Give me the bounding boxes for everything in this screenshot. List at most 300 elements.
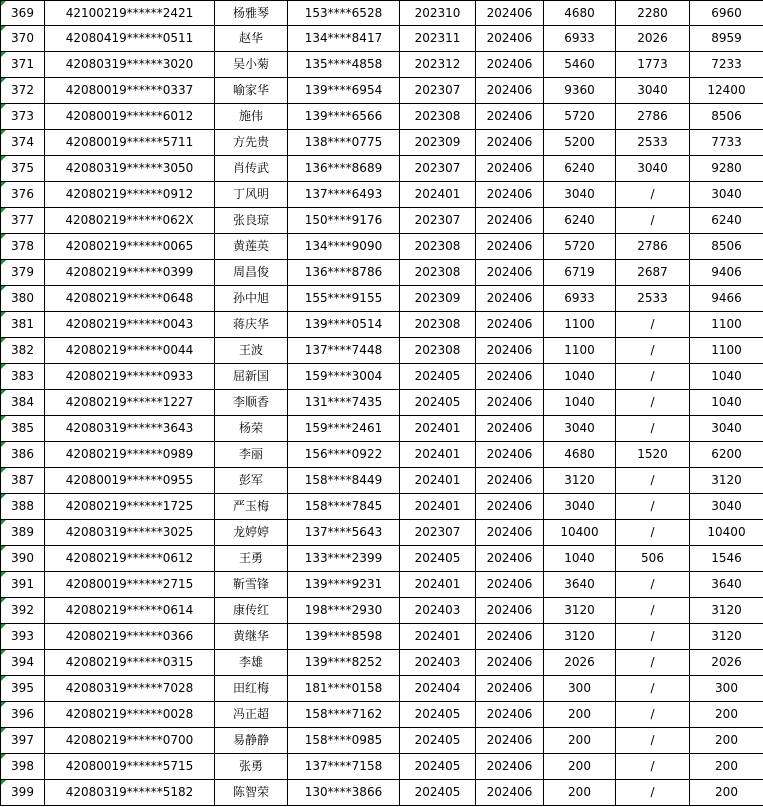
cell-amount-a[interactable]: 5200 [544,130,616,156]
cell-phone[interactable]: 139****0514 [288,312,400,338]
cell-amount-a[interactable]: 1100 [544,312,616,338]
cell-total[interactable]: 1100 [690,338,763,364]
cell-phone[interactable]: 137****7448 [288,338,400,364]
cell-start-month[interactable]: 202308 [400,338,476,364]
cell-row-number[interactable]: 382 [1,338,45,364]
cell-start-month[interactable]: 202405 [400,754,476,780]
cell-amount-b[interactable]: / [616,390,690,416]
cell-phone[interactable]: 158****0985 [288,728,400,754]
cell-total[interactable]: 6200 [690,442,763,468]
cell-total[interactable]: 1546 [690,546,763,572]
cell-name[interactable]: 康传红 [215,598,288,624]
cell-amount-a[interactable]: 3040 [544,416,616,442]
cell-amount-a[interactable]: 5460 [544,52,616,78]
table-row [1,520,763,546]
cell-row-number[interactable]: 397 [1,728,45,754]
table-row [1,728,763,754]
cell-amount-a[interactable]: 6719 [544,260,616,286]
cell-name[interactable]: 冯正超 [215,702,288,728]
cell-phone[interactable]: 130****3866 [288,780,400,806]
cell-name[interactable]: 田红梅 [215,676,288,702]
cell-id-number[interactable]: 42080019******5711 [45,130,215,156]
cell-row-number[interactable]: 386 [1,442,45,468]
cell-name[interactable]: 杨荣 [215,416,288,442]
cell-total[interactable]: 2026 [690,650,763,676]
cell-name[interactable]: 李丽 [215,442,288,468]
cell-phone[interactable]: 136****8786 [288,260,400,286]
cell-row-number[interactable]: 381 [1,312,45,338]
cell-name[interactable]: 王波 [215,338,288,364]
cell-row-number[interactable]: 389 [1,520,45,546]
cell-start-month[interactable]: 202308 [400,312,476,338]
table-row [1,416,763,442]
cell-total[interactable]: 1100 [690,312,763,338]
cell-id-number[interactable]: 42080219******0648 [45,286,215,312]
cell-amount-b[interactable]: 2280 [616,1,690,26]
cell-amount-a[interactable]: 3040 [544,494,616,520]
table-row [1,78,763,104]
cell-end-month[interactable]: 202406 [476,676,544,702]
cell-id-number[interactable]: 42080219******0028 [45,702,215,728]
cell-start-month[interactable]: 202401 [400,182,476,208]
table-row [1,390,763,416]
table-row [1,104,763,130]
cell-amount-b[interactable]: 2786 [616,234,690,260]
cell-end-month[interactable]: 202406 [476,286,544,312]
cell-row-number[interactable]: 374 [1,130,45,156]
cell-id-number[interactable]: 42080019******2715 [45,572,215,598]
cell-total[interactable]: 1040 [690,364,763,390]
cell-id-number[interactable]: 42080219******1725 [45,494,215,520]
cell-name[interactable]: 赵华 [215,26,288,52]
cell-start-month[interactable]: 202403 [400,598,476,624]
cell-id-number[interactable]: 42080219******0044 [45,338,215,364]
cell-row-number[interactable]: 384 [1,390,45,416]
cell-amount-b[interactable]: / [616,650,690,676]
cell-start-month[interactable]: 202309 [400,130,476,156]
cell-end-month[interactable]: 202406 [476,182,544,208]
cell-amount-a[interactable]: 2026 [544,650,616,676]
cell-amount-b[interactable]: 506 [616,546,690,572]
cell-start-month[interactable]: 202405 [400,364,476,390]
cell-phone[interactable]: 155****9155 [288,286,400,312]
cell-phone[interactable]: 134****9090 [288,234,400,260]
cell-phone[interactable]: 181****0158 [288,676,400,702]
cell-start-month[interactable]: 202312 [400,52,476,78]
cell-total[interactable]: 3120 [690,598,763,624]
cell-name[interactable]: 屈新国 [215,364,288,390]
cell-amount-b[interactable]: 2786 [616,104,690,130]
cell-amount-b[interactable]: / [616,494,690,520]
cell-end-month[interactable]: 202406 [476,624,544,650]
cell-id-number[interactable]: 42080219******0043 [45,312,215,338]
cell-total[interactable]: 300 [690,676,763,702]
cell-amount-b[interactable]: 1773 [616,52,690,78]
cell-phone[interactable]: 158****7162 [288,702,400,728]
table-row [1,312,763,338]
cell-id-number[interactable]: 42080019******0337 [45,78,215,104]
cell-id-number[interactable]: 42080219******0315 [45,650,215,676]
cell-name[interactable]: 李雄 [215,650,288,676]
cell-end-month[interactable]: 202406 [476,52,544,78]
cell-total[interactable]: 200 [690,780,763,806]
cell-row-number[interactable]: 395 [1,676,45,702]
cell-amount-b[interactable]: / [616,364,690,390]
cell-amount-a[interactable]: 10400 [544,520,616,546]
cell-end-month[interactable]: 202406 [476,26,544,52]
cell-amount-b[interactable]: 1520 [616,442,690,468]
cell-total[interactable]: 3120 [690,468,763,494]
cell-amount-a[interactable]: 3120 [544,468,616,494]
cell-row-number[interactable]: 394 [1,650,45,676]
cell-name[interactable]: 黄莲英 [215,234,288,260]
cell-row-number[interactable]: 393 [1,624,45,650]
cell-start-month[interactable]: 202405 [400,546,476,572]
cell-name[interactable]: 吴小菊 [215,52,288,78]
cell-end-month[interactable]: 202406 [476,312,544,338]
cell-start-month[interactable]: 202405 [400,728,476,754]
cell-name[interactable]: 黄继华 [215,624,288,650]
cell-amount-a[interactable]: 200 [544,780,616,806]
cell-amount-b[interactable]: 2533 [616,130,690,156]
cell-phone[interactable]: 159****3004 [288,364,400,390]
cell-amount-a[interactable]: 5720 [544,104,616,130]
cell-row-number[interactable]: 376 [1,182,45,208]
cell-id-number[interactable]: 42100219******2421 [45,1,215,26]
cell-end-month[interactable]: 202406 [476,468,544,494]
cell-start-month[interactable]: 202308 [400,104,476,130]
cell-name[interactable]: 王勇 [215,546,288,572]
cell-end-month[interactable]: 202406 [476,364,544,390]
cell-amount-b[interactable]: / [616,416,690,442]
cell-start-month[interactable]: 202307 [400,208,476,234]
cell-phone[interactable]: 158****8449 [288,468,400,494]
cell-id-number[interactable]: 42080419******0511 [45,26,215,52]
cell-phone[interactable]: 137****5643 [288,520,400,546]
cell-end-month[interactable]: 202406 [476,130,544,156]
cell-amount-a[interactable]: 6933 [544,26,616,52]
cell-total[interactable]: 6960 [690,1,763,26]
cell-name[interactable]: 龙婷婷 [215,520,288,546]
cell-total[interactable]: 3040 [690,182,763,208]
cell-total[interactable]: 3040 [690,416,763,442]
cell-phone[interactable]: 150****9176 [288,208,400,234]
cell-end-month[interactable]: 202406 [476,494,544,520]
cell-total[interactable]: 7233 [690,52,763,78]
cell-phone[interactable]: 139****6954 [288,78,400,104]
cell-end-month[interactable]: 202406 [476,260,544,286]
cell-phone[interactable]: 156****0922 [288,442,400,468]
table-row [1,130,763,156]
cell-amount-a[interactable]: 1040 [544,390,616,416]
cell-id-number[interactable]: 42080219******0933 [45,364,215,390]
cell-phone[interactable]: 138****0775 [288,130,400,156]
cell-amount-b[interactable]: / [616,520,690,546]
cell-row-number[interactable]: 391 [1,572,45,598]
table-row [1,156,763,182]
cell-phone[interactable]: 137****7158 [288,754,400,780]
cell-id-number[interactable]: 42080219******0065 [45,234,215,260]
cell-end-month[interactable]: 202406 [476,598,544,624]
table-row [1,338,763,364]
cell-start-month[interactable]: 202311 [400,26,476,52]
cell-phone[interactable]: 139****9231 [288,572,400,598]
cell-amount-b[interactable]: / [616,208,690,234]
cell-amount-b[interactable]: / [616,728,690,754]
cell-row-number[interactable]: 392 [1,598,45,624]
table-row [1,26,763,52]
cell-id-number[interactable]: 42080319******3020 [45,52,215,78]
cell-name[interactable]: 靳雪锋 [215,572,288,598]
cell-name[interactable]: 陈智荣 [215,780,288,806]
cell-id-number[interactable]: 42080319******7028 [45,676,215,702]
cell-start-month[interactable]: 202307 [400,156,476,182]
table-row [1,182,763,208]
cell-name[interactable]: 张勇 [215,754,288,780]
cell-end-month[interactable]: 202406 [476,780,544,806]
cell-end-month[interactable]: 202406 [476,390,544,416]
cell-amount-a[interactable]: 3120 [544,598,616,624]
cell-end-month[interactable]: 202406 [476,1,544,26]
cell-phone[interactable]: 133****2399 [288,546,400,572]
cell-amount-a[interactable]: 1040 [544,364,616,390]
cell-id-number[interactable]: 42080219******0700 [45,728,215,754]
cell-id-number[interactable]: 42080019******0955 [45,468,215,494]
cell-amount-b[interactable]: / [616,624,690,650]
cell-total[interactable]: 12400 [690,78,763,104]
cell-amount-a[interactable]: 6240 [544,156,616,182]
cell-row-number[interactable]: 385 [1,416,45,442]
cell-amount-a[interactable]: 5720 [544,234,616,260]
cell-total[interactable]: 6240 [690,208,763,234]
cell-end-month[interactable]: 202406 [476,728,544,754]
cell-row-number[interactable]: 372 [1,78,45,104]
cell-row-number[interactable]: 383 [1,364,45,390]
cell-phone[interactable]: 158****7845 [288,494,400,520]
cell-total[interactable]: 10400 [690,520,763,546]
cell-end-month[interactable]: 202406 [476,104,544,130]
cell-id-number[interactable]: 42080219******062X [45,208,215,234]
cell-name[interactable]: 方先贵 [215,130,288,156]
table-row [1,468,763,494]
cell-end-month[interactable]: 202406 [476,78,544,104]
cell-start-month[interactable]: 202401 [400,494,476,520]
cell-amount-a[interactable]: 4680 [544,1,616,26]
cell-row-number[interactable]: 399 [1,780,45,806]
cell-amount-b[interactable]: / [616,780,690,806]
table-row [1,208,763,234]
cell-total[interactable]: 3640 [690,572,763,598]
cell-total[interactable]: 9406 [690,260,763,286]
cell-id-number[interactable]: 42080319******3025 [45,520,215,546]
cell-id-number[interactable]: 42080019******6012 [45,104,215,130]
table-row [1,286,763,312]
cell-row-number[interactable]: 375 [1,156,45,182]
cell-total[interactable]: 8506 [690,104,763,130]
cell-phone[interactable]: 137****6493 [288,182,400,208]
cell-row-number[interactable]: 373 [1,104,45,130]
cell-id-number[interactable]: 42080219******0612 [45,546,215,572]
cell-amount-b[interactable]: / [616,676,690,702]
cell-start-month[interactable]: 202308 [400,260,476,286]
cell-end-month[interactable]: 202406 [476,520,544,546]
cell-start-month[interactable]: 202401 [400,442,476,468]
cell-start-month[interactable]: 202310 [400,1,476,26]
cell-amount-a[interactable]: 3640 [544,572,616,598]
cell-amount-a[interactable]: 1040 [544,546,616,572]
cell-id-number[interactable]: 42080219******0366 [45,624,215,650]
cell-name[interactable]: 丁风明 [215,182,288,208]
cell-id-number[interactable]: 42080319******5182 [45,780,215,806]
cell-total[interactable]: 7733 [690,130,763,156]
cell-amount-b[interactable]: / [616,468,690,494]
cell-row-number[interactable]: 388 [1,494,45,520]
cell-phone[interactable]: 139****6566 [288,104,400,130]
cell-end-month[interactable]: 202406 [476,208,544,234]
cell-end-month[interactable]: 202406 [476,416,544,442]
cell-start-month[interactable]: 202309 [400,286,476,312]
cell-phone[interactable]: 131****7435 [288,390,400,416]
cell-id-number[interactable]: 42080319******3050 [45,156,215,182]
cell-start-month[interactable]: 202405 [400,390,476,416]
table-row [1,1,763,26]
cell-total[interactable]: 200 [690,754,763,780]
cell-id-number[interactable]: 42080219******0399 [45,260,215,286]
cell-row-number[interactable]: 369 [1,1,45,26]
cell-amount-b[interactable]: / [616,312,690,338]
cell-amount-b[interactable]: 2687 [616,260,690,286]
table-row [1,676,763,702]
cell-name[interactable]: 喻家华 [215,78,288,104]
cell-amount-a[interactable]: 3040 [544,182,616,208]
cell-end-month[interactable]: 202406 [476,702,544,728]
cell-row-number[interactable]: 370 [1,26,45,52]
cell-phone[interactable]: 153****6528 [288,1,400,26]
cell-end-month[interactable]: 202406 [476,442,544,468]
cell-id-number[interactable]: 42080219******0989 [45,442,215,468]
cell-start-month[interactable]: 202401 [400,624,476,650]
cell-amount-b[interactable]: / [616,572,690,598]
cell-amount-b[interactable]: / [616,598,690,624]
cell-amount-a[interactable]: 200 [544,702,616,728]
cell-name[interactable]: 蒋庆华 [215,312,288,338]
cell-start-month[interactable]: 202307 [400,520,476,546]
cell-amount-a[interactable]: 6933 [544,286,616,312]
cell-row-number[interactable]: 371 [1,52,45,78]
cell-id-number[interactable]: 42080219******0614 [45,598,215,624]
cell-start-month[interactable]: 202308 [400,234,476,260]
cell-name[interactable]: 周昌俊 [215,260,288,286]
cell-phone[interactable]: 139****8598 [288,624,400,650]
cell-start-month[interactable]: 202405 [400,702,476,728]
cell-phone[interactable]: 139****8252 [288,650,400,676]
cell-amount-a[interactable]: 300 [544,676,616,702]
cell-total[interactable]: 1040 [690,390,763,416]
cell-id-number[interactable]: 42080319******3643 [45,416,215,442]
cell-row-number[interactable]: 396 [1,702,45,728]
cell-amount-b[interactable]: / [616,338,690,364]
cell-start-month[interactable]: 202401 [400,416,476,442]
cell-amount-a[interactable]: 1100 [544,338,616,364]
cell-name[interactable]: 李顺香 [215,390,288,416]
cell-name[interactable]: 杨雅琴 [215,1,288,26]
cell-row-number[interactable]: 387 [1,468,45,494]
cell-total[interactable]: 3040 [690,494,763,520]
cell-amount-b[interactable]: / [616,702,690,728]
cell-amount-b[interactable]: 2026 [616,26,690,52]
cell-start-month[interactable]: 202404 [400,676,476,702]
cell-amount-b[interactable]: / [616,754,690,780]
cell-name[interactable]: 张良琼 [215,208,288,234]
cell-total[interactable]: 9466 [690,286,763,312]
cell-phone[interactable]: 159****2461 [288,416,400,442]
cell-row-number[interactable]: 380 [1,286,45,312]
cell-total[interactable]: 3120 [690,624,763,650]
cell-start-month[interactable]: 202403 [400,650,476,676]
cell-total[interactable]: 8959 [690,26,763,52]
cell-id-number[interactable]: 42080219******0912 [45,182,215,208]
cell-name[interactable]: 严玉梅 [215,494,288,520]
cell-start-month[interactable]: 202401 [400,468,476,494]
cell-id-number[interactable]: 42080219******1227 [45,390,215,416]
cell-phone[interactable]: 136****8689 [288,156,400,182]
table-row [1,364,763,390]
table-row [1,546,763,572]
cell-name[interactable]: 孙中旭 [215,286,288,312]
cell-name[interactable]: 易静静 [215,728,288,754]
cell-total[interactable]: 9280 [690,156,763,182]
cell-amount-b[interactable]: 3040 [616,156,690,182]
cell-id-number[interactable]: 42080019******5715 [45,754,215,780]
cell-amount-b[interactable]: / [616,182,690,208]
cell-phone[interactable]: 134****8417 [288,26,400,52]
cell-amount-a[interactable]: 9360 [544,78,616,104]
cell-amount-a[interactable]: 200 [544,728,616,754]
cell-name[interactable]: 施伟 [215,104,288,130]
cell-amount-a[interactable]: 200 [544,754,616,780]
cell-amount-b[interactable]: 3040 [616,78,690,104]
cell-end-month[interactable]: 202406 [476,546,544,572]
cell-amount-a[interactable]: 4680 [544,442,616,468]
cell-end-month[interactable]: 202406 [476,234,544,260]
cell-row-number[interactable]: 390 [1,546,45,572]
cell-total[interactable]: 200 [690,702,763,728]
cell-end-month[interactable]: 202406 [476,754,544,780]
cell-amount-a[interactable]: 6240 [544,208,616,234]
cell-end-month[interactable]: 202406 [476,650,544,676]
cell-amount-a[interactable]: 3120 [544,624,616,650]
cell-row-number[interactable]: 377 [1,208,45,234]
cell-start-month[interactable]: 202405 [400,780,476,806]
cell-start-month[interactable]: 202307 [400,78,476,104]
cell-row-number[interactable]: 378 [1,234,45,260]
cell-row-number[interactable]: 398 [1,754,45,780]
cell-row-number[interactable]: 379 [1,260,45,286]
cell-end-month[interactable]: 202406 [476,572,544,598]
table-row [1,52,763,78]
cell-end-month[interactable]: 202406 [476,338,544,364]
cell-end-month[interactable]: 202406 [476,156,544,182]
cell-start-month[interactable]: 202401 [400,572,476,598]
cell-phone[interactable]: 135****4858 [288,52,400,78]
cell-name[interactable]: 肖传武 [215,156,288,182]
cell-phone[interactable]: 198****2930 [288,598,400,624]
cell-total[interactable]: 200 [690,728,763,754]
cell-amount-b[interactable]: 2533 [616,286,690,312]
cell-name[interactable]: 彭军 [215,468,288,494]
cell-total[interactable]: 8506 [690,234,763,260]
table-row [1,650,763,676]
